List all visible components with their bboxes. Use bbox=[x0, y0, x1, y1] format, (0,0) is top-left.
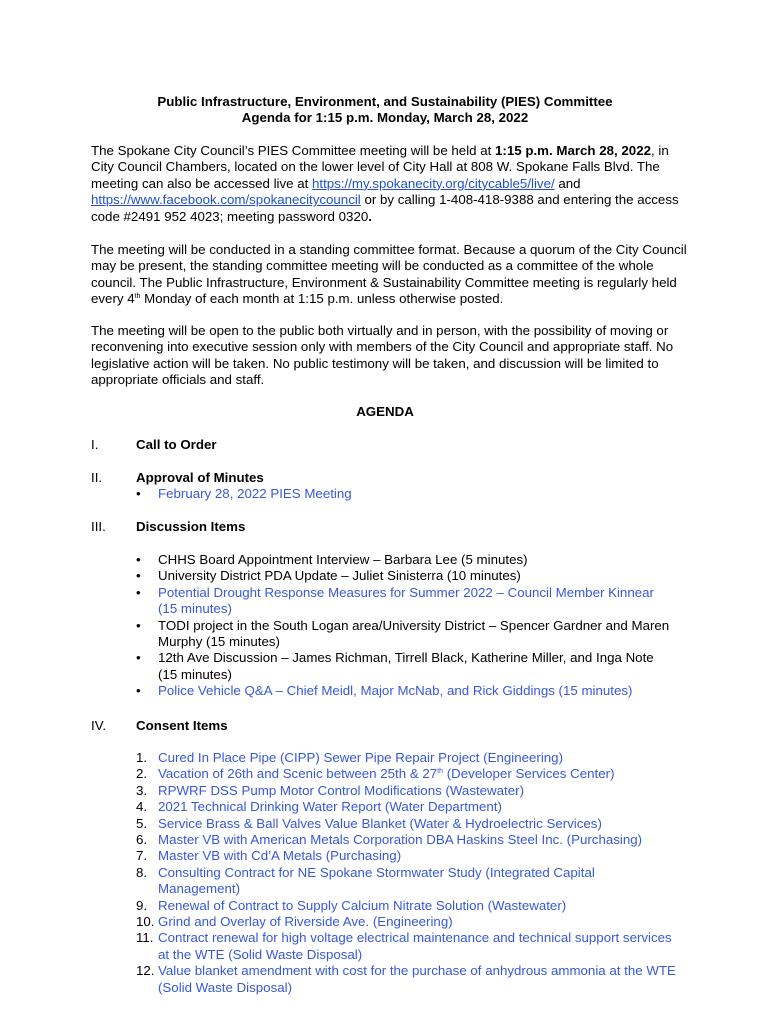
bullet-icon: • bbox=[136, 486, 141, 501]
item-number: 8. bbox=[136, 864, 148, 880]
bullet-icon: • bbox=[136, 568, 141, 584]
intro-text-2: , in City Council Chambers, located on the lower level of City Hall at 808 W. Spokane Falls Blvd. The meeting can also be accessed live at bbox=[91, 143, 669, 191]
intro-paragraph bbox=[91, 143, 691, 225]
consent-item-link[interactable]: Grind and Overlay of Riverside Ave. (Engineering) bbox=[158, 914, 453, 930]
list-item bbox=[136, 930, 676, 963]
list-item bbox=[136, 552, 676, 568]
list-item bbox=[136, 650, 676, 683]
consent-item-link[interactable]: Service Brass & Ball Valves Value Blanket (Water & Hydroelectric Services) bbox=[158, 815, 602, 831]
format-text-1: The meeting will be conducted in a standing committee format. Because a quorum of the City Council may be present, the standing committee meeting will be conducted as a committee of the whole council. The Public Infrastructure, Environment & Sustainability Committee meeting is regularly held every 4 bbox=[91, 242, 687, 307]
bullet-icon: • bbox=[136, 683, 141, 699]
discussion-item-text: TODI project in the South Logan area/University District – Spencer Gardner and Maren Murphy (15 minutes) bbox=[158, 617, 670, 650]
list-item bbox=[136, 618, 676, 651]
intro-text-1: The Spokane City Council’s PIES Committee meeting will be held at bbox=[91, 143, 496, 158]
list-item bbox=[136, 865, 676, 898]
document-title bbox=[0, 94, 770, 127]
consent-item-link[interactable]: Contract renewal for high voltage electrical maintenance and technical support services at the WTE (Solid Waste Disposal) bbox=[158, 930, 672, 962]
list-item bbox=[136, 750, 676, 766]
consent-item-link[interactable]: Renewal of Contract to Supply Calcium Nitrate Solution (Wastewater) bbox=[158, 897, 567, 913]
section-number: II. bbox=[91, 470, 103, 485]
list-item bbox=[136, 914, 676, 930]
bullet-icon: • bbox=[136, 650, 141, 666]
minutes-link[interactable]: February 28, 2022 PIES Meeting bbox=[158, 486, 352, 501]
section-number: I. bbox=[91, 437, 99, 452]
list-item bbox=[136, 799, 676, 815]
format-sup: th bbox=[134, 293, 141, 301]
citycable-link[interactable]: https://my.spokanecity.org/citycable5/live/ bbox=[312, 175, 555, 191]
item-number: 1. bbox=[136, 750, 148, 765]
consent-item-text: Vacation of 26th and Scenic between 25th & 27 bbox=[158, 766, 438, 782]
facebook-link[interactable]: https://www.facebook.com/spokanecitycouncil bbox=[91, 192, 361, 208]
item-number: 4. bbox=[136, 799, 148, 815]
intro-period: . bbox=[368, 208, 372, 224]
list-item bbox=[136, 683, 676, 699]
format-paragraph bbox=[91, 242, 691, 308]
section-title-consent-items: Consent Items bbox=[136, 718, 228, 733]
item-number: 9. bbox=[136, 897, 148, 913]
meeting-time: 1:15 p.m. March 28, 2022 bbox=[495, 143, 651, 158]
item-number: 3. bbox=[136, 782, 148, 798]
consent-item-link[interactable]: Master VB with American Metals Corporation DBA Haskins Steel Inc. (Purchasing) bbox=[158, 832, 643, 848]
discussion-item-link[interactable]: Potential Drought Response Measures for Summer 2022 – Council Member Kinnear (15 minutes) bbox=[158, 584, 654, 617]
discussion-item-text: University District PDA Update – Juliet Sinisterra (10 minutes) bbox=[158, 568, 521, 584]
discussion-item-text: 12th Ave Discussion – James Richman, Tirrell Black, Katherine Miller, and Inga Note (15 minutes) bbox=[158, 650, 654, 682]
title-line-2: Agenda for 1:15 p.m. Monday, March 28, 2022 bbox=[241, 110, 529, 126]
section-title-discussion-items: Discussion Items bbox=[136, 519, 246, 534]
section-title-approval-of-minutes: Approval of Minutes bbox=[136, 470, 264, 485]
list-item bbox=[136, 585, 676, 618]
item-number: 2. bbox=[136, 766, 148, 782]
consent-item-text: (Developer Services Center) bbox=[443, 766, 615, 782]
consent-item-link[interactable] bbox=[158, 766, 615, 781]
item-number: 6. bbox=[136, 832, 148, 848]
consent-item-link[interactable]: Consulting Contract for NE Spokane Stormwater Study (Integrated Capital Management) bbox=[158, 864, 595, 897]
list-item bbox=[136, 898, 676, 914]
list-item bbox=[136, 848, 676, 864]
item-number: 10. bbox=[136, 914, 155, 930]
section-number: III. bbox=[91, 519, 106, 534]
intro-text-4: or by calling 1-408-418-9388 and entering the access code #2491 952 4023; meeting password 0320 bbox=[91, 192, 679, 224]
list-item bbox=[136, 766, 676, 782]
public-paragraph: The meeting will be open to the public both virtually and in person, with the possibility of moving or reconvening into executive session only with members of the City Council and appropriate staff. No legislative action will be taken. No public testimony will be taken, and discussion will be limited to appropriate officials and staff. bbox=[91, 323, 674, 388]
intro-text-3: and bbox=[554, 175, 581, 191]
title-line-1: Public Infrastructure, Environment, and Sustainability (PIES) Committee bbox=[157, 94, 613, 109]
section-title-call-to-order: Call to Order bbox=[136, 437, 217, 452]
list-item bbox=[136, 568, 676, 584]
consent-item-link[interactable]: RPWRF DSS Pump Motor Control Modifications (Wastewater) bbox=[158, 782, 525, 798]
bullet-icon: • bbox=[136, 552, 141, 567]
discussion-list bbox=[136, 552, 676, 700]
consent-item-sup: th bbox=[437, 768, 444, 776]
bullet-icon: • bbox=[136, 584, 141, 600]
consent-item-link[interactable]: Master VB with Cd’A Metals (Purchasing) bbox=[158, 848, 402, 864]
item-number: 12. bbox=[136, 963, 155, 979]
minutes-list bbox=[136, 486, 676, 502]
section-number: IV. bbox=[91, 718, 107, 733]
discussion-item-text: CHHS Board Appointment Interview – Barbara Lee (5 minutes) bbox=[158, 552, 528, 567]
item-number: 5. bbox=[136, 815, 148, 831]
list-item bbox=[136, 486, 676, 502]
consent-item-link[interactable]: Value blanket amendment with cost for the purchase of anhydrous ammonia at the WTE (Solid Waste Disposal) bbox=[158, 963, 676, 995]
list-item bbox=[136, 816, 676, 832]
consent-item-link[interactable]: 2021 Technical Drinking Water Report (Water Department) bbox=[158, 799, 502, 815]
format-text-2: Monday of each month at 1:15 p.m. unless otherwise posted. bbox=[140, 291, 504, 307]
item-number: 11. bbox=[136, 930, 154, 946]
item-number: 7. bbox=[136, 848, 148, 864]
agenda-heading: AGENDA bbox=[356, 404, 414, 419]
list-item bbox=[136, 783, 676, 799]
consent-item-link[interactable]: Cured In Place Pipe (CIPP) Sewer Pipe Repair Project (Engineering) bbox=[158, 750, 564, 765]
list-item bbox=[136, 963, 676, 996]
bullet-icon: • bbox=[136, 617, 141, 633]
discussion-item-link[interactable]: Police Vehicle Q&A – Chief Meidl, Major McNab, and Rick Giddings (15 minutes) bbox=[158, 683, 633, 699]
consent-list bbox=[136, 750, 676, 996]
list-item bbox=[136, 832, 676, 848]
